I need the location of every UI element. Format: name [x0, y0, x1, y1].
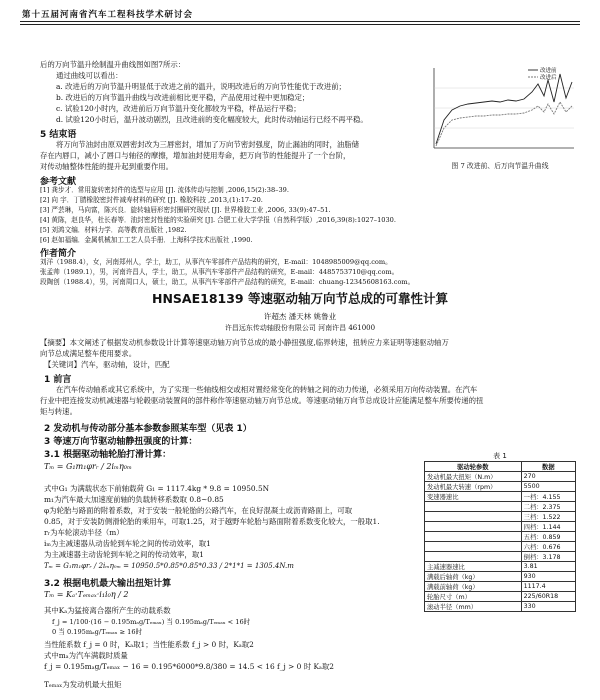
table-1-vehicle-params [424, 461, 576, 612]
param-value-cell: 1117.4 [521, 582, 575, 592]
body-line: 当性能系数 f_j = 0 时，Kₐ取1；当性能系数 f_j > 0 时，Kₐ取2 [44, 640, 254, 649]
article-title: HNSAE18139 等速驱动轴万向节总成的可靠性计算 [152, 291, 448, 306]
formula-fj-case: 0 当 0.195mₐg/Tₑₘₐₓ ≥ 16时 [52, 628, 143, 636]
conclusion-line: 对传动轴整体性能的提升起到重要作用。 [40, 162, 174, 171]
body-line: m₁为汽车最大加速度前轴的负载转移系数取 0.8~0.85 [44, 495, 224, 504]
body-line: iₘ为主减速器从动齿轮到车轮之间的传动效率，取1 [44, 539, 211, 548]
intro-line: b. 改进后的万向节温升曲线与改进前相比更平稳，产品使用过程中更加稳定； [56, 93, 310, 102]
param-name-cell [425, 552, 522, 562]
param-name-cell: 轮胎尺寸（m） [425, 592, 522, 602]
abstract-line: 向节总成满足整车使用要求。 [40, 349, 137, 358]
param-name-cell: 满载后轴荷（kg） [425, 572, 522, 582]
param-value-cell: 倒档：3.178 [521, 552, 575, 562]
reference-item: [5] 刘鸿文编．材料力学．高等教育出版社 ,1982. [40, 226, 187, 234]
article-affiliation: 许昌远东传动轴股份有限公司 河南许昌 461000 [224, 324, 376, 332]
figure-7-caption: 图 7 改进前、后万向节温升曲线 [451, 162, 549, 170]
param-value-cell: 六档：0.676 [521, 542, 575, 552]
table-row [425, 562, 576, 572]
reference-item: [6] 赵如福编．金属机械加工工艺人员手册．上海科学技术出版社 ,1990. [40, 236, 253, 244]
author-bio: 刘洋（1988.4），女，河南郑州人，学士，助工，从事汽车零部件产品结构的研究，E-mail：1048985009@qq.com。 [40, 258, 392, 266]
intro-line: c. 试验120小时内，改进前后万向节温升变化都较为平稳，样品运行平稳； [56, 104, 301, 113]
param-name-cell: 发动机最大转速（rpm） [425, 482, 522, 492]
abstract-line: 【摘要】本文阐述了根据发动机参数设计计算等速驱动轴万向节总成的最小静扭强度,临界转速，扭转应力来证明等速驱动轴万 [40, 338, 449, 347]
intro-line: d. 试验120小时后，温升波动剧烈，且改进前的变化幅度较大，此时传动轴运行已经不再平稳。 [56, 115, 368, 124]
body-line: Tₑₘₐₓ为发动机最大扭矩 [44, 680, 122, 689]
param-value-cell: 225/60R18 [521, 592, 575, 602]
param-value-cell: 五档：0.859 [521, 532, 575, 542]
table-row [425, 552, 576, 562]
param-name-cell: 变速器速比 [425, 492, 522, 502]
param-value-cell: 270 [521, 472, 575, 482]
param-value-cell: 3.81 [521, 562, 575, 572]
param-value-cell: 930 [521, 572, 575, 582]
param-value-cell: 四档：1.144 [521, 522, 575, 532]
body-line: φ为轮胎与路面的附着系数，对于安装一般轮胎的公路汽车，在良好混凝土或沥青路面上，可取 [44, 506, 353, 515]
body-line: 式中G₁ 为满载状态下前轴载荷 G₁ = 1117.4kg * 9.8 = 10950.5N [44, 484, 270, 493]
param-name-cell: 驱动轮参数 [425, 462, 522, 472]
formula-tm-2: Tₘ = G₁m₁φrᵣ / 2iₘη₀ₘ = 10950.5*0.85*0.85*0.33 / 2*1*1 = 1305.4N.m [44, 562, 294, 570]
author-bio: 段陶创（1988.4），男，河南周口人，硕士，助工，从事汽车零部件产品结构的研究，E-mail：chuang-12345608163.com。 [40, 278, 415, 286]
header-rule-thin [20, 24, 580, 25]
param-value-cell: 一档：4.155 [521, 492, 575, 502]
figure-7-temperature-curve [420, 62, 580, 174]
conclusion-line: 存在内唇口，减小了唇口与轴径的摩擦，增加油封使用寿命，把万向节的性能提升了一个台阶， [40, 151, 351, 160]
table-row [425, 502, 576, 512]
intro-line: 后的万向节温升绘制温升曲线图如图7所示： [40, 60, 186, 69]
formula-tm-3: Tₘ = Kₐ·Tₑₘₐₓ·i₁i₀η / 2 [44, 590, 129, 599]
intro-paragraph-line: 在汽车传动轴系或其它系统中，为了实现一些轴线相交或相对置经常变化的转轴之间的动力传递，必须采用万向传动装置。在汽车 [56, 385, 478, 394]
table-row [425, 472, 576, 482]
table-row [425, 592, 576, 602]
formula-tm-1: Tₘ = G₁m₁φrᵣ / 2iₘη₀ₘ [44, 462, 132, 471]
body-line: 0.85，对于安装防侧滑轮胎的乘用车，可取1.25，对于越野车轮胎与路面附着系数变化较大，一般取1. [44, 517, 380, 526]
table-row [425, 492, 576, 502]
intro-line: 通过曲线可以看出： [56, 71, 123, 80]
param-name-cell [425, 502, 522, 512]
param-value-cell: 330 [521, 602, 575, 612]
table-row [425, 602, 576, 612]
table-row [425, 572, 576, 582]
body-line: 为主减速器主动齿轮到车轮之间的传动效率，取1 [44, 550, 204, 559]
section-3-2-title: 3.2 根据电机最大输出扭矩计算 [44, 579, 172, 589]
table-row [425, 542, 576, 552]
article-authors: 许超杰 潘天林 姚鲁业 [263, 312, 337, 321]
table-row [425, 582, 576, 592]
author-bio: 张孟帅（1989.1），男，河南许昌人，学士，助工，从事汽车零部件产品结构的研究，E-mail：4485753710@qq.com。 [40, 268, 399, 276]
intro-paragraph-line: 矩与转速。 [40, 407, 77, 416]
intro-line: a. 改进后的万向节温升明显低于改进之前的温升，说明改进后的万向节性能优于改进前； [56, 82, 346, 91]
table-row [425, 522, 576, 532]
table-row [425, 532, 576, 542]
conclusion-line: 将万向节油封由原双唇密封改为三唇密封，增加了万向节密封强度，防止漏油的同时，油脂储 [56, 140, 360, 149]
param-name-cell [425, 542, 522, 552]
intro-paragraph-line: 行业中把连接发动机减速器与轮毂驱动装置间的部件称作等速驱动轴万向节总成。等速驱动轴万向节总成设计应能满足整车所要传递的扭 [40, 396, 484, 405]
references-title: 参考文献 [40, 177, 77, 187]
section-3-1-title: 3.1 根据驱动轴轮胎打滑计算： [44, 450, 172, 460]
body-line: 其中Kₐ为猛接离合器所产生的动载系数 [44, 606, 171, 615]
param-value-cell: 5500 [521, 482, 575, 492]
table-row [425, 482, 576, 492]
param-value-cell: 二档：2.375 [521, 502, 575, 512]
section-5-title: 5 结束语 [40, 130, 77, 140]
param-name-cell: 滚动半径（mm） [425, 602, 522, 612]
param-name-cell: 主减速器速比 [425, 562, 522, 572]
param-name-cell: 发动机最大扭矩（N.m） [425, 472, 522, 482]
reference-item: [3] 严芸琳，马向富，陈兴良．旋转轴唇形密封圈研究现状 [J]. 世界橡胶工业 ,2006, 33(9):47–51. [40, 206, 331, 214]
body-line: f_j = 0.195mₐg/Tₑₘₐₓ − 16 = 0.195*6000*9.8/380 = 14.5 < 16 f_j > 0 时 Kₐ取2 [44, 662, 334, 671]
param-name-cell: 满载前轴荷（kg） [425, 582, 522, 592]
section-2-title: 2 发动机与传动部分基本参数参照某车型（见表 1） [44, 424, 252, 434]
section-1-title: 1 前言 [44, 375, 72, 385]
reference-item: [4] 黄陈，赵良华，杜长春等．油封密封性能的实验研究 [J]. 合肥工业大学学报（自然科学版）,2016,39(8):1027–1030. [40, 216, 396, 224]
param-value-cell: 三档：1.522 [521, 512, 575, 522]
legend-before: 改进前 [540, 68, 557, 74]
reference-item: [2] 向 宇．丁腈橡胶密封件减寿材料的研究 [J]. 橡胶科技 ,2013,(1):17–20. [40, 196, 263, 204]
header-rule [20, 21, 580, 22]
legend-after: 改进后 [540, 75, 557, 81]
keywords: 【关键词】汽车，驱动轴，设计，匹配 [44, 360, 170, 369]
table-header-row [425, 462, 576, 472]
table-row [425, 512, 576, 522]
body-line: rᵣ为车轮滚动半径（m） [44, 528, 124, 537]
author-intro-title: 作者简介 [40, 249, 77, 259]
param-name-cell [425, 532, 522, 542]
param-name-cell [425, 512, 522, 522]
running-header: 第十五届河南省汽车工程科技学术研讨会 [22, 10, 194, 20]
param-name-cell [425, 522, 522, 532]
body-line: 式中mₐ为汽车满载时质量 [44, 651, 128, 660]
reference-item: [1] 龚步才．常用旋转密封件的选型与应用 [J]. 流体传动与控制 ,2006,15(2):38–39. [40, 186, 289, 194]
table-1-caption: 表 1 [493, 452, 507, 460]
param-value-cell: 数据 [521, 462, 575, 472]
formula-fj-case: f_j = 1/100·(16 − 0.195mₐg/Tₑₘₐₓ) 当 0.195mₐg/Tₑₘₐₓ < 16时 [52, 618, 251, 626]
section-3-title: 3 等速万向节驱动轴静扭强度的计算： [44, 437, 198, 447]
